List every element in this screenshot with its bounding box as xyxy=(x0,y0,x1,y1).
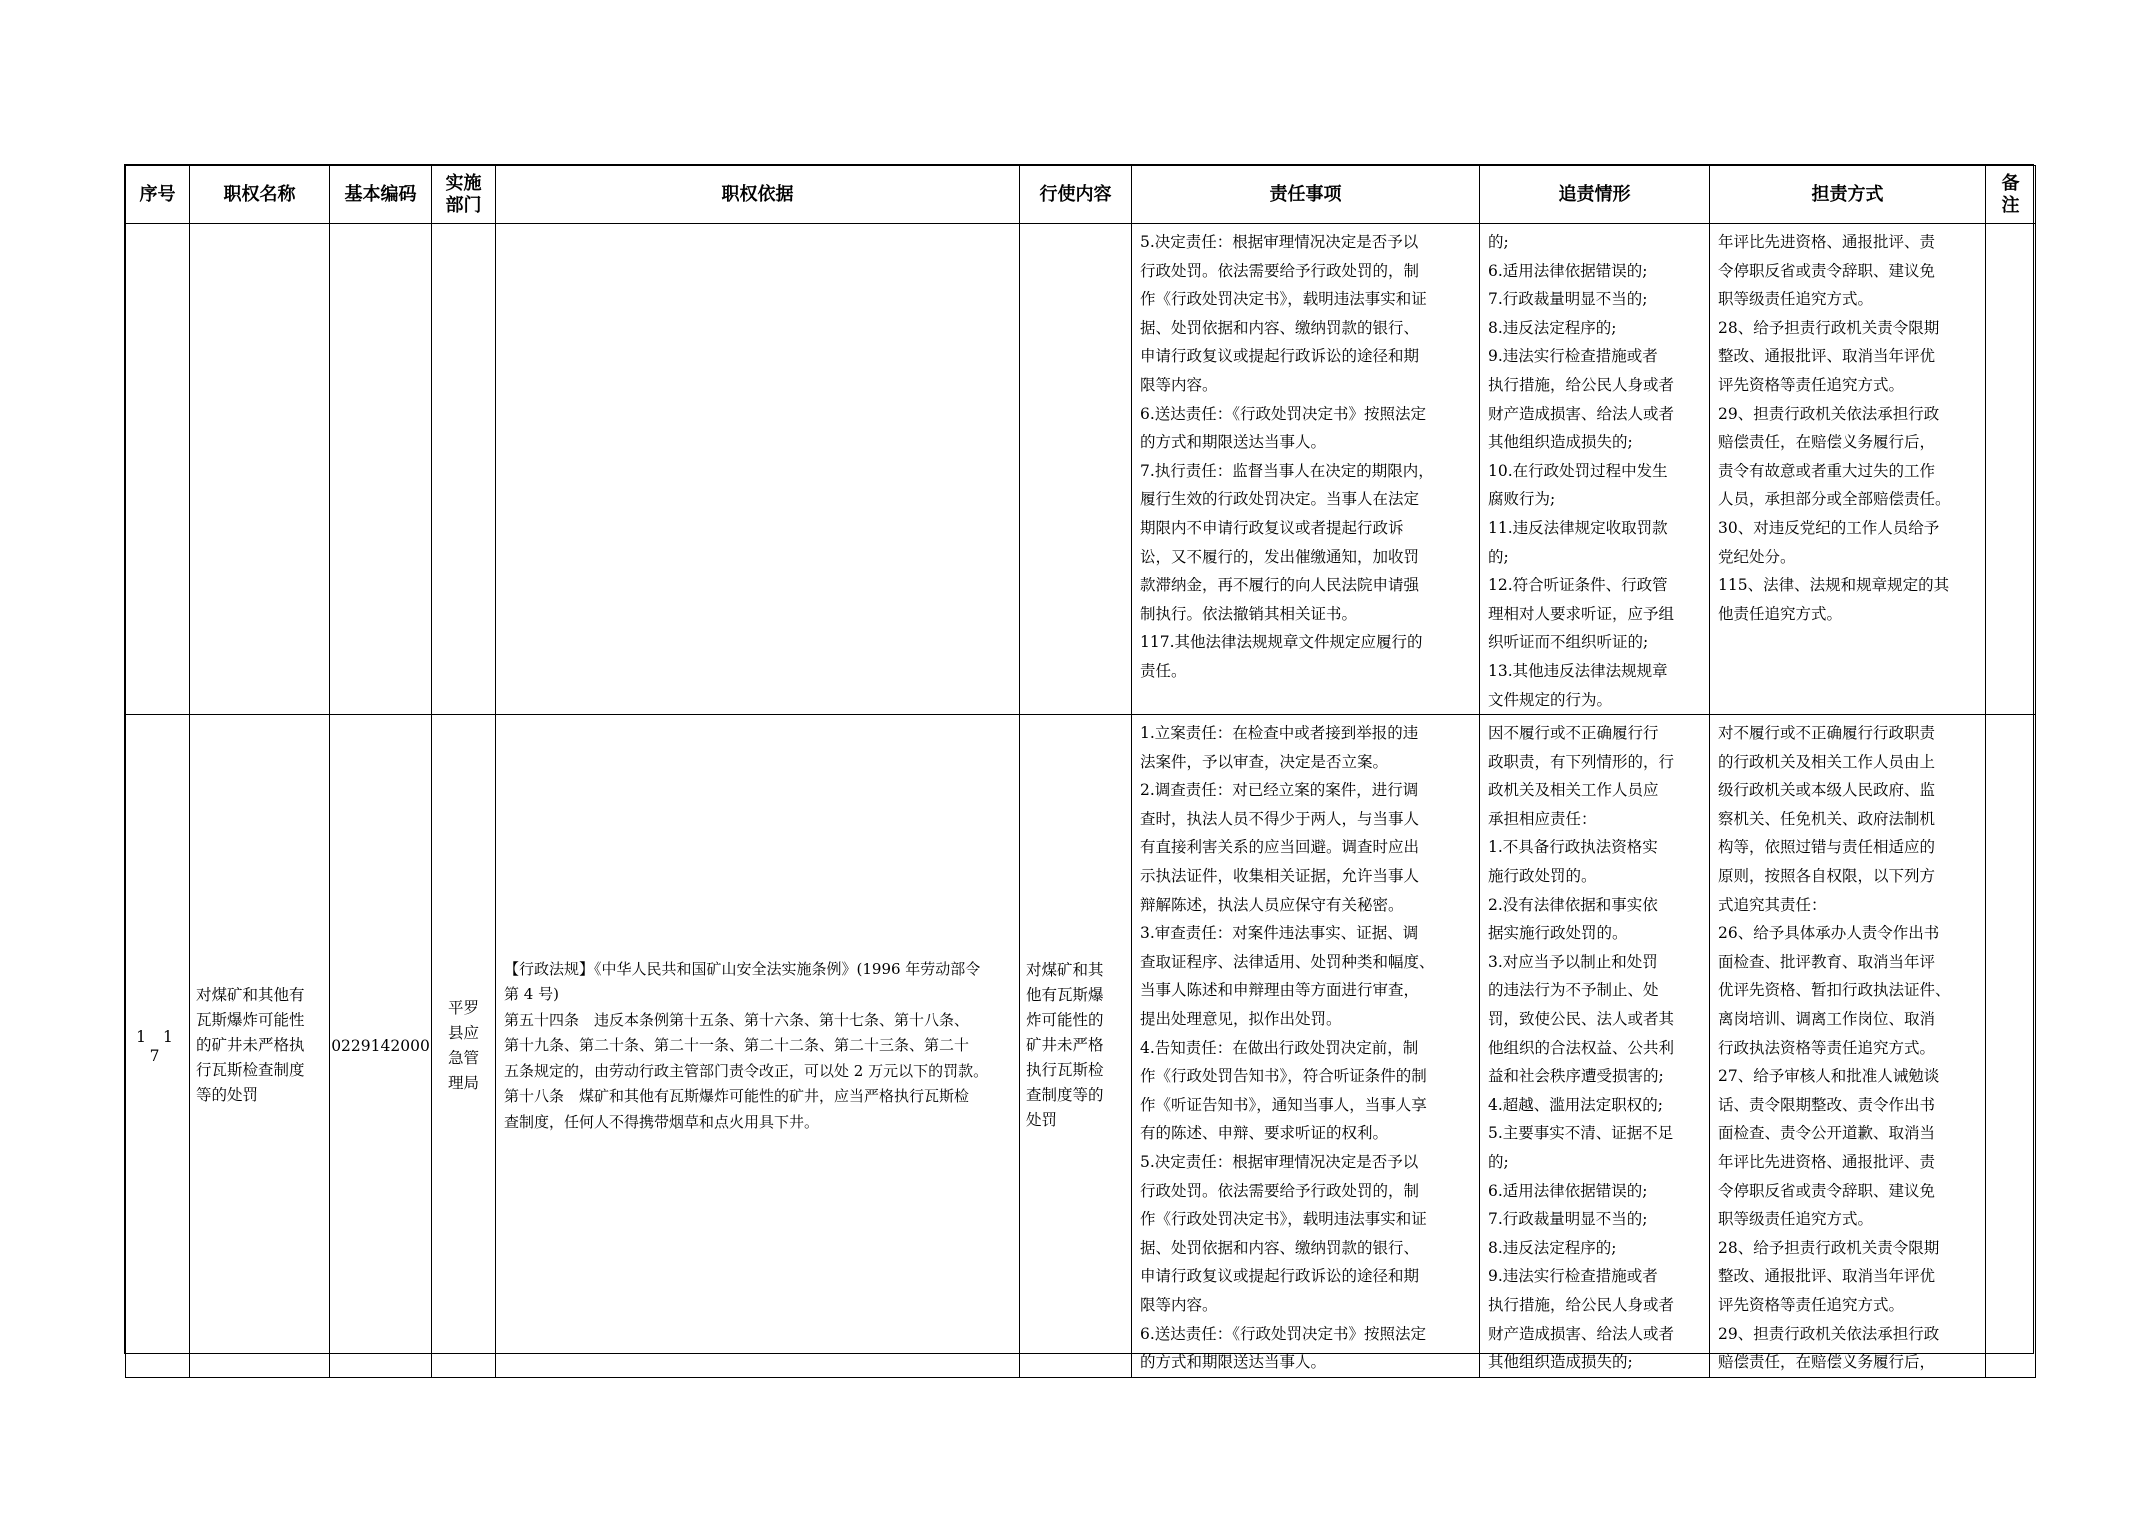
text-line: 限等内容。 xyxy=(1140,1295,1218,1314)
text-line: 4.告知责任：在做出行政处罚决定前，制 xyxy=(1140,1038,1419,1057)
text-line: 的; xyxy=(1488,233,1509,251)
text-line: 作《行政处罚决定书》，载明违法事实和证 xyxy=(1140,290,1427,309)
text-line: 政职责，有下列情形的，行 xyxy=(1488,752,1675,771)
cell-dept xyxy=(432,715,496,1378)
header-dept-line: 部门 xyxy=(445,194,482,216)
accountability-text xyxy=(1480,224,1709,714)
text-line: 行政处罚。依法需要给予行政处罚的，制 xyxy=(1140,1181,1420,1200)
text-line: 期限内不申请行政复议或者提起行政诉 xyxy=(1140,518,1404,537)
text-line: 11.违反法律规定收取罚款 xyxy=(1488,518,1668,537)
text-line: 面检查、批评教育、取消当年评 xyxy=(1718,952,1936,971)
text-line: 9.违法实行检查措施或者 xyxy=(1488,347,1658,366)
text-line: 年评比先进资格、通报批评、责 xyxy=(1718,1153,1936,1171)
text-line: 承担相应责任： xyxy=(1488,809,1597,828)
header-remark xyxy=(1986,166,2036,224)
text-line: 赔偿责任，在赔偿义务履行后， xyxy=(1718,1353,1936,1372)
text-line: 3.对应当予以制止和处罚 xyxy=(1488,952,1658,971)
responsibility-text xyxy=(1710,715,1985,1377)
text-line: 责令有故意或者重大过失的工作 xyxy=(1718,461,1936,480)
text-line: 1.立案责任：在检查中或者接到举报的违 xyxy=(1140,724,1419,743)
text-line: 党纪处分。 xyxy=(1718,547,1796,566)
text-line: 限等内容。 xyxy=(1140,375,1218,394)
text-line: 2.调查责任：对已经立案的案件，进行调 xyxy=(1140,781,1419,800)
text-line: 13.其他违反法律法规规章 xyxy=(1488,661,1668,680)
text-line: 炸可能性的 xyxy=(1026,1011,1104,1030)
header-duties: 责任事项 xyxy=(1132,166,1480,224)
text-line: 1.不具备行政执法资格实 xyxy=(1488,838,1658,857)
text-line: 县应 xyxy=(447,1023,479,1042)
text-line: 的违法行为不予制止、处 xyxy=(1488,981,1659,1000)
text-line: 织听证而不组织听证的; xyxy=(1488,633,1649,652)
text-line: 讼，又不履行的，发出催缴通知，加收罚 xyxy=(1140,547,1420,566)
header-content: 行使内容 xyxy=(1020,166,1132,224)
text-line: 赔偿责任，在赔偿义务履行后， xyxy=(1718,433,1936,452)
text-line: 行政执法资格等责任追究方式。 xyxy=(1718,1038,1936,1057)
text-line: 法案件，予以审查，决定是否立案。 xyxy=(1140,752,1389,771)
cell-basis xyxy=(496,715,1020,1378)
text-line: 5.决定责任：根据审理情况决定是否予以 xyxy=(1140,233,1419,251)
text-line: 评先资格等责任追究方式。 xyxy=(1718,1295,1905,1314)
text-line: 对煤矿和其他有 xyxy=(196,986,305,1005)
text-line: 据、处罚依据和内容、缴纳罚款的银行、 xyxy=(1140,318,1420,337)
text-line: 的矿井未严格执 xyxy=(196,1036,305,1055)
cell-code xyxy=(330,715,432,1378)
text-line: 评先资格等责任追究方式。 xyxy=(1718,375,1905,394)
text-line: 28、给予担责行政机关责令限期 xyxy=(1718,318,1940,337)
duties-text xyxy=(1132,715,1479,1377)
text-line: 7.行政裁量明显不当的; xyxy=(1488,1210,1648,1229)
dept-name xyxy=(432,996,495,1096)
accountability-text xyxy=(1480,715,1709,1377)
header-responsibility: 担责方式 xyxy=(1710,166,1986,224)
text-line: 处罚 xyxy=(1026,1111,1058,1130)
authority-table xyxy=(125,165,2036,1378)
cell-responsibility xyxy=(1710,224,1986,715)
text-line: 施行政处罚的。 xyxy=(1488,867,1597,886)
text-line: 款滞纳金，再不履行的向人民法院申请强 xyxy=(1140,576,1420,595)
text-line: 行瓦斯检查制度 xyxy=(196,1061,305,1080)
text-line: 第十九条、第二十条、第二十一条、第二十二条、第二十三条、第二十 xyxy=(504,1036,970,1055)
text-line: 的; xyxy=(1488,1153,1509,1171)
cell-seq-empty xyxy=(126,224,190,715)
text-line: 式追究其责任： xyxy=(1718,895,1827,914)
text-line: 29、担责行政机关依法承担行政 xyxy=(1718,1324,1940,1343)
text-line: 的; xyxy=(1488,547,1509,566)
text-line: 5.主要事实不清、证据不足 xyxy=(1488,1124,1674,1143)
text-line: 人员，承担部分或全部赔偿责任。 xyxy=(1718,490,1951,509)
text-line: 他责任追究方式。 xyxy=(1718,604,1843,623)
text-line: 对不履行或不正确履行行政职责 xyxy=(1718,724,1936,743)
content-text xyxy=(1020,958,1131,1133)
text-line: 文件规定的行为。 xyxy=(1488,690,1613,709)
text-line: 察机关、任免机关、政府法制机 xyxy=(1718,809,1936,828)
text-line: 据实施行政处罚的。 xyxy=(1488,924,1628,943)
text-line: 据、处罚依据和内容、缴纳罚款的银行、 xyxy=(1140,1238,1420,1257)
text-line: 查制度等的 xyxy=(1026,1086,1104,1105)
text-line: 4.超越、滥用法定职权的; xyxy=(1488,1095,1664,1114)
cell-duties xyxy=(1132,715,1480,1378)
header-seq: 序号 xyxy=(126,166,190,224)
text-line: 30、对违反党纪的工作人员给予 xyxy=(1718,518,1940,537)
text-line: 令停职反省或责令辞职、建议免 xyxy=(1718,1181,1936,1200)
cell-responsibility xyxy=(1710,715,1986,1378)
text-line: 理相对人要求听证，应予组 xyxy=(1488,604,1675,623)
text-line: 益和社会秩序遭受损害的; xyxy=(1488,1067,1664,1086)
text-line: 3.审查责任：对案件违法事实、证据、调 xyxy=(1140,924,1419,943)
text-line: 查制度，任何人不得携带烟草和点火用具下井。 xyxy=(504,1112,820,1131)
cell-accountability xyxy=(1480,224,1710,715)
text-line: 的方式和期限送达当事人。 xyxy=(1140,433,1327,452)
text-line: 第五十四条 违反本条例第十五条、第十六条、第十七条、第十八条、 xyxy=(504,1010,970,1029)
text-line: 6.送达责任：《行政处罚决定书》按照法定 xyxy=(1140,1324,1427,1343)
text-line: 优评先资格、暂扣行政执法证件、 xyxy=(1718,981,1951,1000)
header-accountability: 追责情形 xyxy=(1480,166,1710,224)
text-line: 离岗培训、调离工作岗位、取消 xyxy=(1718,1010,1936,1029)
text-line: 级行政机关或本级人民政府、监 xyxy=(1718,781,1936,800)
text-line: 2.没有法律依据和事实依 xyxy=(1488,895,1658,914)
header-name: 职权名称 xyxy=(190,166,330,224)
text-line: 行政处罚。依法需要给予行政处罚的，制 xyxy=(1140,261,1420,280)
cell-remark-empty xyxy=(1986,715,2036,1378)
text-line: 履行生效的行政处罚决定。当事人在法定 xyxy=(1140,490,1420,509)
text-line: 平罗 xyxy=(447,998,479,1017)
text-line: 构等，依照过错与责任相适应的 xyxy=(1718,838,1936,857)
text-line: 罚，致使公民、法人或者其 xyxy=(1488,1010,1675,1029)
text-line: 115、法律、法规和规章规定的其 xyxy=(1718,576,1950,595)
text-line: 29、担责行政机关依法承担行政 xyxy=(1718,404,1940,423)
text-line: 117.其他法律法规规章文件规定应履行的 xyxy=(1140,633,1423,652)
cell-content xyxy=(1020,715,1132,1378)
text-line: 申请行政复议或提起行政诉讼的途径和期 xyxy=(1140,347,1420,366)
base-code: 0229142000 xyxy=(331,1037,430,1056)
text-line: 财产造成损害、给法人或者 xyxy=(1488,1324,1675,1343)
text-line: 职等级责任追究方式。 xyxy=(1718,290,1874,309)
text-line: 制执行。依法撤销其相关证书。 xyxy=(1140,604,1358,623)
text-line: 他有瓦斯爆 xyxy=(1026,986,1104,1005)
text-line: 其他组织造成损失的; xyxy=(1488,433,1633,452)
text-line: 6.适用法律依据错误的; xyxy=(1488,1181,1648,1200)
text-line: 的方式和期限送达当事人。 xyxy=(1140,1353,1327,1372)
table-row-117 xyxy=(126,715,2036,1378)
text-line: 财产造成损害、给法人或者 xyxy=(1488,404,1675,423)
authority-name xyxy=(190,983,329,1108)
text-line: 五条规定的，由劳动行政主管部门责令改正，可以处 2 万元以下的罚款。 xyxy=(504,1061,989,1080)
text-line: 有的陈述、申辩、要求听证的权利。 xyxy=(1140,1124,1389,1143)
text-line: 等的处罚 xyxy=(196,1086,259,1105)
text-line: 腐败行为; xyxy=(1488,490,1556,509)
text-line: 其他组织造成损失的; xyxy=(1488,1353,1633,1372)
text-line: 第十八条 煤矿和其他有瓦斯爆炸可能性的矿井，应当严格执行瓦斯检 xyxy=(504,1087,970,1106)
text-line: 26、给予具体承办人责令作出书 xyxy=(1718,924,1940,943)
text-line: 话、责令限期整改、责令作出书 xyxy=(1718,1095,1936,1114)
text-line: 执行瓦斯检 xyxy=(1026,1061,1104,1080)
cell-seq xyxy=(126,715,190,1378)
header-dept-line: 实施 xyxy=(445,172,482,194)
text-line: 令停职反省或责令辞职、建议免 xyxy=(1718,261,1936,280)
text-line: 申请行政复议或提起行政诉讼的途径和期 xyxy=(1140,1267,1420,1286)
text-line: 执行措施，给公民人身或者 xyxy=(1488,375,1675,394)
text-line: 作《听证告知书》，通知当事人，当事人享 xyxy=(1140,1095,1427,1114)
text-line: 28、给予担责行政机关责令限期 xyxy=(1718,1238,1940,1257)
cell-basis-empty xyxy=(496,224,1020,715)
text-line: 7.执行责任：监督当事人在决定的期限内， xyxy=(1140,461,1434,480)
text-line: 示执法证件，收集相关证据，允许当事人 xyxy=(1140,867,1420,886)
text-line: 矿井未严格 xyxy=(1026,1036,1104,1055)
text-line: 年评比先进资格、通报批评、责 xyxy=(1718,233,1936,251)
cell-code-empty xyxy=(330,224,432,715)
text-line: 辩解陈述，执法人员应保守有关秘密。 xyxy=(1140,895,1404,914)
cell-remark-empty xyxy=(1986,224,2036,715)
cell-name-empty xyxy=(190,224,330,715)
text-line: 责任。 xyxy=(1140,661,1187,680)
cell-dept-empty xyxy=(432,224,496,715)
text-line: 【行政法规】《中华人民共和国矿山安全法实施条例》(1996 年劳动部令 xyxy=(504,959,981,978)
text-line: 6.送达责任：《行政处罚决定书》按照法定 xyxy=(1140,404,1427,423)
text-line: 当事人陈述和申辩理由等方面进行审查， xyxy=(1140,981,1420,1000)
text-line: 5.决定责任：根据审理情况决定是否予以 xyxy=(1140,1153,1419,1171)
text-line: 职等级责任追究方式。 xyxy=(1718,1210,1874,1229)
text-line: 第 4 号) xyxy=(504,985,559,1004)
text-line: 提出处理意见，拟作出处罚。 xyxy=(1140,1010,1342,1029)
text-line: 瓦斯爆炸可能性 xyxy=(196,1011,305,1030)
text-line: 政机关及相关工作人员应 xyxy=(1488,781,1659,800)
text-line: 的行政机关及相关工作人员由上 xyxy=(1718,752,1936,771)
duties-text xyxy=(1132,224,1479,686)
header-remark-line: 备 xyxy=(2001,172,2020,194)
text-line: 对煤矿和其 xyxy=(1026,961,1104,980)
text-line: 因不履行或不正确履行行 xyxy=(1488,724,1659,743)
cell-content-empty xyxy=(1020,224,1132,715)
text-line: 作《行政处罚决定书》，载明违法事实和证 xyxy=(1140,1210,1427,1229)
text-line: 原则，按照各自权限，以下列方 xyxy=(1718,867,1936,886)
table-row-continued xyxy=(126,224,2036,715)
text-line: 执行措施，给公民人身或者 xyxy=(1488,1295,1675,1314)
cell-name xyxy=(190,715,330,1378)
text-line: 8.违反法定程序的; xyxy=(1488,318,1617,337)
authority-table-sheet xyxy=(124,164,2034,1372)
text-line: 6.适用法律依据错误的; xyxy=(1488,261,1648,280)
text-line: 查取证程序、法律适用、处罚种类和幅度、 xyxy=(1140,952,1435,971)
text-line: 急管 xyxy=(447,1048,479,1067)
text-line: 有直接利害关系的应当回避。调查时应出 xyxy=(1140,838,1420,857)
text-line: 整改、通报批评、取消当年评优 xyxy=(1718,1267,1936,1286)
text-line: 8.违反法定程序的; xyxy=(1488,1238,1617,1257)
text-line: 作《行政处罚告知书》，符合听证条件的制 xyxy=(1140,1067,1427,1086)
text-line: 27、给予审核人和批准人诫勉谈 xyxy=(1718,1067,1940,1086)
cell-duties xyxy=(1132,224,1480,715)
text-line: 他组织的合法权益、公共利 xyxy=(1488,1038,1675,1057)
text-line: 整改、通报批评、取消当年评优 xyxy=(1718,347,1936,366)
seq-number: 1 1 7 xyxy=(136,1027,179,1065)
responsibility-text xyxy=(1710,224,1985,628)
text-line: 12.符合听证条件、行政管 xyxy=(1488,576,1668,595)
header-code: 基本编码 xyxy=(330,166,432,224)
header-remark-line: 注 xyxy=(2001,194,2020,216)
text-line: 面检查、责令公开道歉、取消当 xyxy=(1718,1124,1936,1143)
header-dept xyxy=(432,166,496,224)
text-line: 查时，执法人员不得少于两人，与当事人 xyxy=(1140,809,1420,828)
basis-text xyxy=(496,957,1019,1136)
text-line: 7.行政裁量明显不当的; xyxy=(1488,290,1648,309)
text-line: 10.在行政处罚过程中发生 xyxy=(1488,461,1668,480)
header-row xyxy=(126,166,2036,224)
cell-accountability xyxy=(1480,715,1710,1378)
text-line: 理局 xyxy=(447,1073,479,1092)
text-line: 9.违法实行检查措施或者 xyxy=(1488,1267,1658,1286)
header-basis: 职权依据 xyxy=(496,166,1020,224)
